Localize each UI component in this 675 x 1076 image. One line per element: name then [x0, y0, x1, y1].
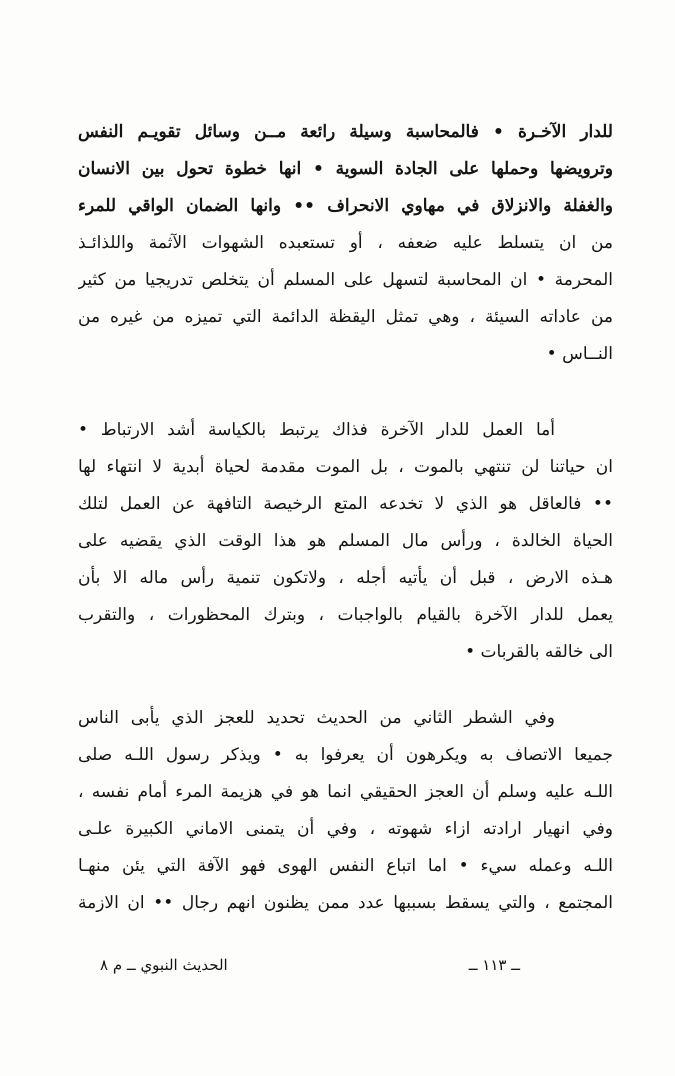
text-line: الى خالقه بالقربات •	[465, 642, 613, 662]
text-line: يعمل للدار الآخرة بالقيام بالواجبات ، وبترك المحظورات ، والتقرب	[78, 605, 613, 625]
text-line: وفي الشطر الثاني من الحديث تحديد للعجز الذي يأبى الناس	[78, 708, 555, 728]
paragraph-2	[78, 412, 613, 671]
text-line: المحرمة • ان المحاسبة لتسهل على المسلم أن يتخلص تدريجيا من كثير	[78, 270, 613, 290]
page-number: ــ ١١٣ ــ	[468, 956, 520, 974]
text-line: جميعا الاتصاف به ويكرهون أن يعرفوا به • ويذكر رسول اللـه صلى	[78, 745, 613, 765]
text-line: من عاداته السيئة ، وهي تمثل اليقظة الدائمة التي تميزه من غيره من	[78, 307, 613, 327]
running-title: الحديث النبوي ــ م ٨	[100, 956, 228, 974]
text-line: وترويضها وحملها على الجادة السوية • انها خطوة تحول بين الانسان	[78, 159, 613, 179]
page-footer	[100, 950, 520, 980]
text-line: المجتمع ، والتي يسقط بسببها عدد ممن يظنون انهم رجال •• ان الازمة	[78, 893, 613, 913]
text-line: للدار الآخـرة • فالمحاسبة وسيلة رائعة مــن وسائل تقويـم النفس	[78, 122, 613, 142]
text-line: الحياة الخالدة ، ورأس مال المسلم هو هذا الوقت الذي يقضيه على	[78, 531, 613, 551]
text-line: ان حياتنا لن تنتهي بالموت ، بل الموت مقدمة لحياة أبدية لا انتهاء لها	[78, 457, 613, 477]
text-line: أما العمل للدار الآخرة فذاك يرتبط بالكياسة أشد الارتباط •	[78, 420, 555, 440]
text-line: •• فالعاقل هو الذي لا تخدعه المتع الرخيصة التافهة عن العمل لتلك	[78, 494, 613, 514]
text-line: وفي انهيار ارادته ازاء شهوته ، وفي أن يتمنى الاماني الكبيرة علـى	[78, 819, 613, 839]
text-line: النــاس •	[546, 344, 613, 364]
text-line: هـذه الارض ، قبل أن يأتيه أجله ، ولاتكون تنمية رأس ماله الا بأن	[78, 568, 613, 588]
text-line: من ان يتسلط عليه ضعفه ، أو تستعبده الشهوات الآثمة واللذائـذ	[78, 233, 613, 253]
text-line: اللـه وعمله سيء • اما اتباع النفس الهوى فهو الآفة التي يئن منهـا	[78, 856, 613, 876]
paragraph-1	[78, 114, 613, 373]
paragraph-3	[78, 700, 613, 922]
text-line: اللـه عليه وسلم أن العجز الحقيقي انما هو في هزيمة المرء أمام نفسه ،	[78, 782, 613, 802]
text-line: والغفلة والانزلاق في مهاوي الانحراف •• وانها الضمان الواقي للمرء	[78, 196, 613, 216]
